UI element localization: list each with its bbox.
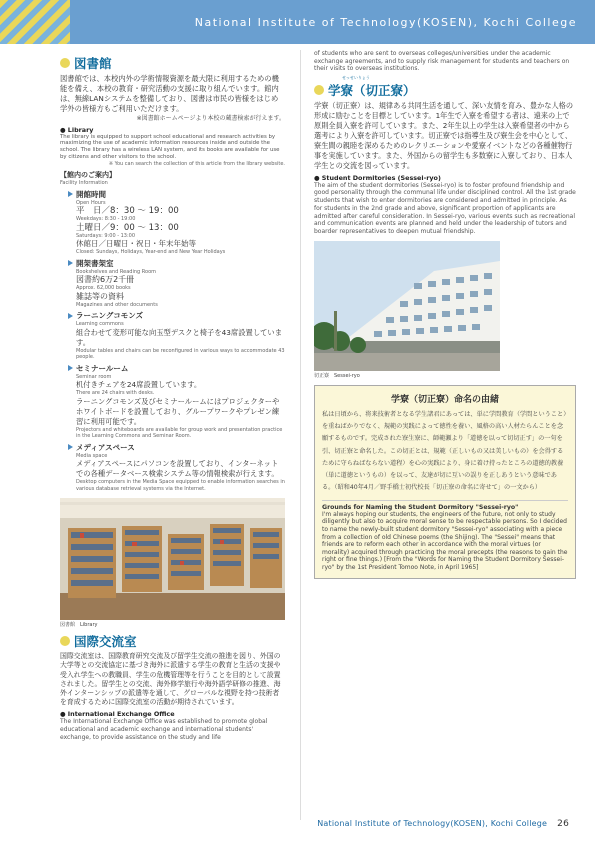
dorm-box-en-heading: Grounds for Naming the Student Dormitory "Sessei-ryo" (322, 503, 519, 511)
exchange-en-heading: ● International Exchange Office (60, 710, 175, 719)
bullet-dot-icon (60, 636, 70, 646)
stacks-magazines: 雑誌等の資料 (76, 291, 124, 301)
hours-weekday: 平 日／8：30 ～ 19：00 (76, 206, 179, 217)
seminar-heading: セミナールーム (68, 363, 285, 374)
facility-heading-en: Facility Information (60, 180, 108, 187)
bullet-dot-icon (60, 58, 70, 68)
bullet-dot-icon (314, 85, 324, 95)
stacks-books: 図書約6万2千冊 (76, 275, 135, 285)
media-jp: メディアスペースにパソコンを設置しており、インターネットでの各種データベース検索システム等の情報検索が行えます。 (76, 459, 279, 479)
stacks-books-en: Approx. 62,000 books (76, 285, 131, 292)
exchange-jp-text: 国際交流室は、国際教育研究交流及び留学生交流の推進を図り、外国の大学等との交流協定に基づき海外に派遣する学生の教育と生活の支援や受入れ学生への教職員、学生の危機管理等を行うことを目的として設置されました。留学生との交流、海外修学旅行や海外語学研修の推進、海外インターンシップの派遣等を通して、グローバルな視野を持つ技術者を育成するために国際交流室の活動が期待されています。 (60, 652, 281, 707)
hours-closed: 休館日／日曜日・祝日・年末年始等 (76, 239, 196, 249)
hours-heading-en: Open Hours (76, 199, 106, 206)
page-footer (317, 819, 569, 829)
page-number: 26 (557, 819, 569, 829)
dorm-jp-text: 学寮（切正寮）は、規律ある共同生活を通して、深い友情を育み、豊かな人格の形成に励むことを目標としています。1年生で入寮を希望する者は、遠来の上で原則全員入寮を許可しています。また、2年生以上の学生は入寮希望者の中から選考により入寮を許可しています。切正寮では指導生及び寮生会を中心として、寮生間の親睦を深めるためのレクリエーションや愛寮イベントなどの各種催物行事を実施しています。また、外国からの留学生も多数寮に入寮しており、日本人学生との交流を図っています。 (314, 100, 574, 170)
dorm-box-en: I'm always hoping our students, the engineers of the future, not only to study diligently but also to acquire moral sense to be respectable persons. So I decided to name the newly-built student dormitory "Sessei-ryo" associating with a piece from a collection of old Chinese poems (the Shijing). The "Sessei" means that friends are to reform each other in accordance with the moral virtues (or morality) acquired through practicing the moral precepts (the reasons to gain the right or fine things.) [From the "Words for Naming the Student Dormitory Sessei-ryo" by the 1st President Tomoo Note, in April 1965] (322, 510, 568, 571)
triangle-bullet-icon (68, 365, 73, 371)
seminar-heading-en: Seminar room (76, 373, 112, 380)
seminar-jp: 机付きチェアを24席設置しています。 (76, 380, 202, 390)
dorm-naming-box (314, 385, 576, 579)
dorm-heading: せっせいりょう 学寮（切正寮） (314, 81, 576, 99)
exchange-heading: 国際交流室 (60, 632, 285, 650)
facility-list (68, 189, 285, 493)
stacks-heading: 開架書架室 (68, 258, 285, 269)
stacks-magazines-en: Magazines and other documents (76, 301, 158, 308)
library-photo (60, 498, 285, 620)
seminar-en: There are 24 chairs with desks. (76, 390, 155, 397)
triangle-bullet-icon (68, 444, 73, 450)
library-heading: 図書館 (60, 54, 285, 72)
dorm-box-jp: 私は日頃から、将来技術者となる学生諸君にあっては、単に学問教育（学問ということ）を重ねばかりでなく、規範の実践によって徳性を養い、風格の高い人材たらんことを念願するものです。完成された寮生寮に、師範瀬より「道徳を以って切切正す」の一句を引、切正寮と命名した。この切正とは、規範（正しいもの又は美しいもの）を会得するために守らねばならない道程）を心の実践により、身に着け持ったところの道徳的教養（単に道徳というもの）を以って、友達が切に互いの誤りを正しあうという意味である。（昭和40年4月／野手橋士初代校長「切正寮の命名に寄せて」の一文から） (322, 410, 567, 492)
hours-closed-en: Closed: Sundays, Holidays, Year-end and New Year Holidays (76, 249, 226, 256)
dorm-photo-caption: 切正寮 Sessei-ryo (314, 372, 360, 379)
exchange-en-text: The International Exchange Office was established to promote global educational and academic exchange and international students' exchange, to provide assistance on the study and life (60, 718, 268, 741)
commons-heading: ラーニングコモンズ (68, 310, 285, 321)
seminar-jp2: ラーニングコモンズ及びセミナールームにはプロジェクターやホワイトボードを設置しており、グループワークやプレゼン練習に利用可能です。 (76, 396, 280, 426)
dorm-photo (314, 241, 500, 371)
triangle-bullet-icon (68, 191, 73, 197)
right-column (314, 50, 576, 579)
library-en-text: The library is equipped to support school educational and research activities by maximizing the use of academic information resources inside and outside the school. The library has a wireless LAN system, and its books are available for use by citizens and other visitors to the school. (60, 133, 280, 160)
commons-heading-en: Learning commons (76, 321, 124, 328)
page-header (0, 0, 595, 44)
library-en-note: ※ You can search the collection of this article from the library website. (108, 160, 285, 167)
dorm-ruby: せっせいりょう (342, 74, 370, 80)
header-title: National Institute of Technology(KOSEN), Kochi College (194, 16, 577, 29)
seminar-en2: Projectors and whiteboards are available for group work and presentation practice in the Learning Commons and Seminar Room. (76, 426, 283, 440)
stacks-heading-en: Bookshelves and Reading Room (76, 268, 157, 275)
hours-heading: 開館時間 (68, 189, 285, 200)
library-photo-image (60, 498, 285, 620)
hours-weekday-en: Weekdays: 8:30 - 19:00 (76, 216, 136, 223)
dorm-en-heading: ● Student Dormitories (Sessei-ryo) (314, 173, 441, 182)
left-column (60, 50, 285, 741)
dorm-en-text: The aim of the student dormitories (Sessei-ryo) is to foster profound friendship and good personality through the communal life under disciplined control. All the 1st grade students that wish to enter dormitories are considered and admitted in principle. As for students in the 2nd grade and above, significant proportion of applicants are admitted after careful consideration. In Sessei-ryo, various events such as recreational and communication events are planned and held under the leadership of tutors and boarder representatives to deepen mutual friendship. (314, 181, 576, 235)
hours-saturday-en: Saturdays: 9:00 - 13:00 (76, 232, 136, 239)
commons-jp: 組合わせて変形可能な向玉型デスクと椅子を43席設置しています。 (76, 327, 283, 347)
footer-text: National Institute of Technology(KOSEN), Kochi College (317, 819, 548, 828)
library-photo-caption: 図書館 Library (60, 622, 98, 629)
library-jp-note: ※図書館ホームページより本校の蔵書検索が行えます。 (136, 115, 285, 122)
library-en-heading: ● Library (60, 125, 94, 134)
header-stripe-decoration (0, 0, 70, 44)
column-divider (300, 50, 301, 820)
media-en: Desktop computers in the Media Space equipped to enable information searches in various database retrieval systems via the Internet. (76, 479, 285, 492)
dorm-box-title: 学寮（切正寮）命名の由緒 (390, 394, 499, 405)
commons-en: Modular tables and chairs can be reconfigured in various ways to accommodate 43 people. (76, 347, 285, 361)
hours-saturday: 土曜日／9：00 ～ 13：00 (76, 222, 179, 233)
exchange-en-text-cont: of students who are sent to overseas colleges/universities under the academic exchange agreements, and to supply risk management for students and teachers on their visits to overseas institutions. (314, 50, 570, 73)
library-jp-text: 図書館では、本校内外の学術情報資源を最大限に利用するための機能を備え、本校の教育・研究活動の支援に取り組んでいます。館内は、無線LANシステムを整備しており、図書は市民の皆様をはじめ学外の皆様方もご利用いただけます。 (60, 74, 279, 113)
triangle-bullet-icon (68, 260, 73, 266)
media-heading-en: Media space (76, 452, 108, 459)
triangle-bullet-icon (68, 313, 73, 319)
dorm-photo-image (314, 241, 500, 371)
media-heading: メディアスペース (68, 442, 285, 453)
facility-heading: 【館内のご案内】 (60, 171, 116, 180)
